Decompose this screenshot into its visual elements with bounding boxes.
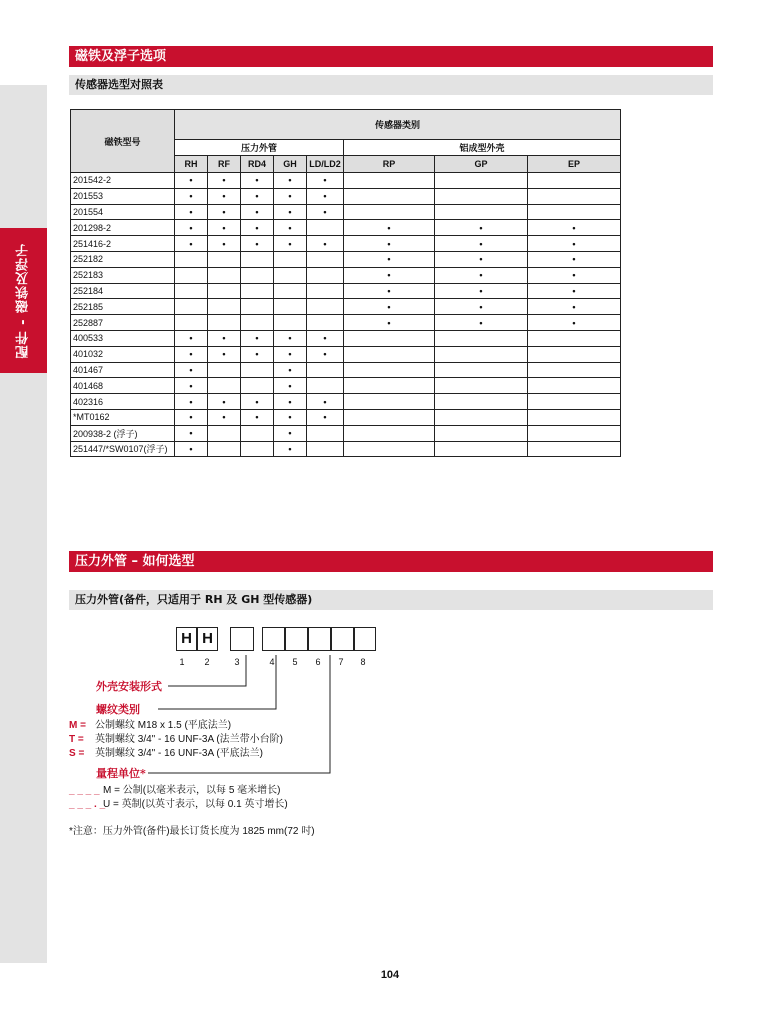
empty-cell xyxy=(208,283,241,299)
col-header: GP xyxy=(435,156,528,173)
code-box-4-8 xyxy=(262,627,376,651)
thread-option-text: 英制螺纹 3/4" - 16 UNF-3A (法兰带小台阶) xyxy=(95,734,284,745)
table-row xyxy=(71,441,621,457)
model-cell: 252184 xyxy=(71,283,175,299)
code-num-2: 2 xyxy=(204,657,210,667)
table-row xyxy=(71,220,621,236)
empty-cell xyxy=(175,299,208,315)
empty-cell xyxy=(175,267,208,283)
compat-dot: • xyxy=(175,362,208,378)
range-option xyxy=(69,781,281,796)
compat-dot: • xyxy=(241,204,274,220)
empty-cell xyxy=(208,251,241,267)
compat-dot: • xyxy=(528,299,621,315)
model-cell: 252185 xyxy=(71,299,175,315)
compat-dot: • xyxy=(175,330,208,346)
empty-cell xyxy=(435,394,528,410)
compat-dot: • xyxy=(274,362,307,378)
compat-dot: • xyxy=(241,394,274,410)
table-row xyxy=(71,283,621,299)
table-row xyxy=(71,425,621,441)
empty-cell xyxy=(274,299,307,315)
model-cell: 200938-2 (浮子) xyxy=(71,425,175,441)
model-cell: 401032 xyxy=(71,346,175,362)
compat-dot: • xyxy=(274,204,307,220)
model-cell: 252182 xyxy=(71,251,175,267)
empty-cell xyxy=(307,220,344,236)
code-num-8: 8 xyxy=(360,657,366,667)
empty-cell xyxy=(344,362,435,378)
empty-cell xyxy=(307,251,344,267)
compat-dot: • xyxy=(435,251,528,267)
compat-dot: • xyxy=(307,330,344,346)
model-header: 磁铁型号 xyxy=(71,110,175,173)
compat-dot: • xyxy=(208,346,241,362)
empty-cell xyxy=(307,425,344,441)
empty-cell xyxy=(208,441,241,457)
group-aluminum-housing: 铝成型外壳 xyxy=(344,140,621,156)
model-cell: 252887 xyxy=(71,315,175,331)
compat-dot: • xyxy=(208,330,241,346)
empty-cell xyxy=(175,315,208,331)
empty-cell xyxy=(208,362,241,378)
compat-dot: • xyxy=(175,173,208,189)
empty-cell xyxy=(274,315,307,331)
compat-dot: • xyxy=(528,236,621,252)
section-title-magnets: 磁铁及浮子选项 xyxy=(69,46,713,67)
empty-cell xyxy=(274,283,307,299)
compat-dot: • xyxy=(307,346,344,362)
code-num-3: 3 xyxy=(234,657,240,667)
compat-dot: • xyxy=(344,283,435,299)
compat-dot: • xyxy=(175,346,208,362)
empty-cell xyxy=(307,362,344,378)
compat-dot: • xyxy=(307,204,344,220)
group-pressure-tube: 压力外管 xyxy=(175,140,344,156)
compat-dot: • xyxy=(344,315,435,331)
empty-cell xyxy=(208,425,241,441)
compat-dot: • xyxy=(175,394,208,410)
code-box-2: H xyxy=(197,627,218,651)
empty-cell xyxy=(435,346,528,362)
note: *注意：压力外管(备件)最长订货长度为 1825 mm(72 吋) xyxy=(69,826,315,837)
page-number: 104 xyxy=(380,969,400,981)
side-strip xyxy=(0,85,47,963)
col-header: RH xyxy=(175,156,208,173)
empty-cell xyxy=(307,299,344,315)
col-header: GH xyxy=(274,156,307,173)
side-tab[interactable] xyxy=(0,228,47,373)
compat-dot: • xyxy=(344,251,435,267)
table-row xyxy=(71,188,621,204)
empty-cell xyxy=(528,394,621,410)
table-row xyxy=(71,346,621,362)
table-row xyxy=(71,330,621,346)
compat-dot: • xyxy=(307,394,344,410)
model-cell: 201554 xyxy=(71,204,175,220)
table-row xyxy=(71,251,621,267)
compat-dot: • xyxy=(528,267,621,283)
compat-dot: • xyxy=(274,394,307,410)
compat-dot: • xyxy=(307,173,344,189)
compat-dot: • xyxy=(274,425,307,441)
empty-cell xyxy=(528,330,621,346)
thread-option xyxy=(69,716,231,731)
compat-dot: • xyxy=(241,236,274,252)
compat-dot: • xyxy=(208,236,241,252)
empty-cell xyxy=(435,409,528,425)
empty-cell xyxy=(344,425,435,441)
compat-dot: • xyxy=(307,409,344,425)
compat-dot: • xyxy=(274,441,307,457)
empty-cell xyxy=(241,283,274,299)
empty-cell xyxy=(528,188,621,204)
empty-cell xyxy=(307,267,344,283)
compat-dot: • xyxy=(528,220,621,236)
model-cell: 401468 xyxy=(71,378,175,394)
code-box-3 xyxy=(230,627,254,651)
code-box-1: H xyxy=(176,627,197,651)
empty-cell xyxy=(175,251,208,267)
table-row xyxy=(71,236,621,252)
section-title-pressure-tube: 压力外管 – 如何选型 xyxy=(69,551,713,572)
model-cell: 400533 xyxy=(71,330,175,346)
model-cell: 201553 xyxy=(71,188,175,204)
compat-dot: • xyxy=(435,236,528,252)
empty-cell xyxy=(241,267,274,283)
compat-dot: • xyxy=(274,236,307,252)
code-num-6: 6 xyxy=(315,657,321,667)
compat-dot: • xyxy=(435,299,528,315)
compat-dot: • xyxy=(528,283,621,299)
compat-dot: • xyxy=(241,346,274,362)
empty-cell xyxy=(435,425,528,441)
compat-dot: • xyxy=(175,188,208,204)
col-header: LD/LD2 xyxy=(307,156,344,173)
range-option-key: _ _ _ _ xyxy=(69,785,100,796)
compat-dot: • xyxy=(307,236,344,252)
compat-dot: • xyxy=(241,409,274,425)
compat-dot: • xyxy=(435,220,528,236)
empty-cell xyxy=(344,394,435,410)
thread-option-key: M = xyxy=(69,720,86,731)
compat-dot: • xyxy=(175,425,208,441)
compat-dot: • xyxy=(175,236,208,252)
empty-cell xyxy=(528,409,621,425)
empty-cell xyxy=(528,173,621,189)
empty-cell xyxy=(435,441,528,457)
compat-dot: • xyxy=(241,330,274,346)
section-subtitle-table: 传感器选型对照表 xyxy=(69,75,713,95)
empty-cell xyxy=(208,315,241,331)
empty-cell xyxy=(435,378,528,394)
model-cell: 252183 xyxy=(71,267,175,283)
compat-dot: • xyxy=(274,220,307,236)
empty-cell xyxy=(435,204,528,220)
empty-cell xyxy=(344,378,435,394)
empty-cell xyxy=(241,315,274,331)
compat-dot: • xyxy=(208,409,241,425)
empty-cell xyxy=(241,425,274,441)
empty-cell xyxy=(435,362,528,378)
empty-cell xyxy=(435,188,528,204)
section-subtitle-pressure-tube: 压力外管(备件，只适用于 RH 及 GH 型传感器) xyxy=(69,590,713,610)
empty-cell xyxy=(528,441,621,457)
empty-cell xyxy=(241,378,274,394)
compat-dot: • xyxy=(208,188,241,204)
side-tab-label: 配件 - 磁铁及浮子 xyxy=(16,242,31,359)
table-row xyxy=(71,394,621,410)
compat-dot: • xyxy=(528,251,621,267)
thread-option xyxy=(69,730,283,745)
thread-option-key: S = xyxy=(69,748,85,759)
empty-cell xyxy=(344,441,435,457)
empty-cell xyxy=(344,204,435,220)
empty-cell xyxy=(344,330,435,346)
empty-cell xyxy=(344,173,435,189)
compat-dot: • xyxy=(241,173,274,189)
compat-dot: • xyxy=(344,299,435,315)
compat-dot: • xyxy=(208,204,241,220)
thread-option xyxy=(69,744,263,759)
model-cell: 402316 xyxy=(71,394,175,410)
compat-dot: • xyxy=(307,188,344,204)
code-num-1: 1 xyxy=(179,657,185,667)
range-label: 量程单位* xyxy=(96,767,146,780)
compat-dot: • xyxy=(274,378,307,394)
compat-dot: • xyxy=(344,236,435,252)
compat-dot: • xyxy=(208,394,241,410)
compat-dot: • xyxy=(274,173,307,189)
empty-cell xyxy=(175,283,208,299)
model-cell: 401467 xyxy=(71,362,175,378)
model-cell: 251416-2 xyxy=(71,236,175,252)
empty-cell xyxy=(241,362,274,378)
compat-dot: • xyxy=(175,220,208,236)
empty-cell xyxy=(307,378,344,394)
sensor-compatibility-table xyxy=(70,109,621,457)
empty-cell xyxy=(344,188,435,204)
empty-cell xyxy=(344,409,435,425)
empty-cell xyxy=(528,425,621,441)
empty-cell xyxy=(208,267,241,283)
col-header: RD4 xyxy=(241,156,274,173)
table-row xyxy=(71,378,621,394)
compat-dot: • xyxy=(175,204,208,220)
compat-dot: • xyxy=(175,378,208,394)
code-num-4: 4 xyxy=(269,657,275,667)
table-row xyxy=(71,409,621,425)
code-num-5: 5 xyxy=(292,657,298,667)
empty-cell xyxy=(274,267,307,283)
compat-dot: • xyxy=(344,220,435,236)
empty-cell xyxy=(344,346,435,362)
compat-dot: • xyxy=(175,441,208,457)
table-row xyxy=(71,299,621,315)
range-option xyxy=(69,795,288,810)
col-header: EP xyxy=(528,156,621,173)
compat-dot: • xyxy=(208,220,241,236)
model-cell: 201298-2 xyxy=(71,220,175,236)
housing-label: 外壳安装形式 xyxy=(96,680,162,693)
compat-dot: • xyxy=(435,283,528,299)
empty-cell xyxy=(241,251,274,267)
empty-cell xyxy=(307,315,344,331)
thread-option-text: 英制螺纹 3/4" - 16 UNF-3A (平底法兰) xyxy=(95,748,264,759)
empty-cell xyxy=(435,173,528,189)
compat-dot: • xyxy=(274,188,307,204)
category-header: 传感器类别 xyxy=(175,110,621,140)
compat-dot: • xyxy=(435,267,528,283)
compat-dot: • xyxy=(344,267,435,283)
compat-dot: • xyxy=(528,315,621,331)
empty-cell xyxy=(307,441,344,457)
empty-cell xyxy=(307,283,344,299)
table-row xyxy=(71,267,621,283)
model-cell: 251447/*SW0107(浮子) xyxy=(71,441,175,457)
range-option-text: U = 英制(以英寸表示，以每 0.1 英寸增长) xyxy=(103,799,288,810)
compat-dot: • xyxy=(274,346,307,362)
empty-cell xyxy=(528,378,621,394)
thread-label: 螺纹类别 xyxy=(96,703,140,716)
compat-dot: • xyxy=(241,220,274,236)
col-header: RP xyxy=(344,156,435,173)
compat-dot: • xyxy=(241,188,274,204)
compat-dot: • xyxy=(208,173,241,189)
empty-cell xyxy=(528,346,621,362)
empty-cell xyxy=(528,204,621,220)
table-row xyxy=(71,362,621,378)
table-row xyxy=(71,173,621,189)
range-option-key: _ _ _ . _ xyxy=(69,799,106,810)
empty-cell xyxy=(274,251,307,267)
table-row xyxy=(71,204,621,220)
compat-dot: • xyxy=(274,330,307,346)
empty-cell xyxy=(241,441,274,457)
model-cell: *MT0162 xyxy=(71,409,175,425)
range-option-text: M = 公制(以毫米表示，以每 5 毫米增长) xyxy=(103,785,281,796)
compat-dot: • xyxy=(175,409,208,425)
compat-dot: • xyxy=(274,409,307,425)
col-header: RF xyxy=(208,156,241,173)
empty-cell xyxy=(528,362,621,378)
empty-cell xyxy=(208,299,241,315)
thread-option-text: 公制螺纹 M18 x 1.5 (平底法兰) xyxy=(95,720,232,731)
code-num-7: 7 xyxy=(338,657,344,667)
empty-cell xyxy=(241,299,274,315)
table-row xyxy=(71,315,621,331)
empty-cell xyxy=(435,330,528,346)
thread-option-key: T = xyxy=(69,734,84,745)
model-cell: 201542-2 xyxy=(71,173,175,189)
empty-cell xyxy=(208,378,241,394)
compat-dot: • xyxy=(435,315,528,331)
